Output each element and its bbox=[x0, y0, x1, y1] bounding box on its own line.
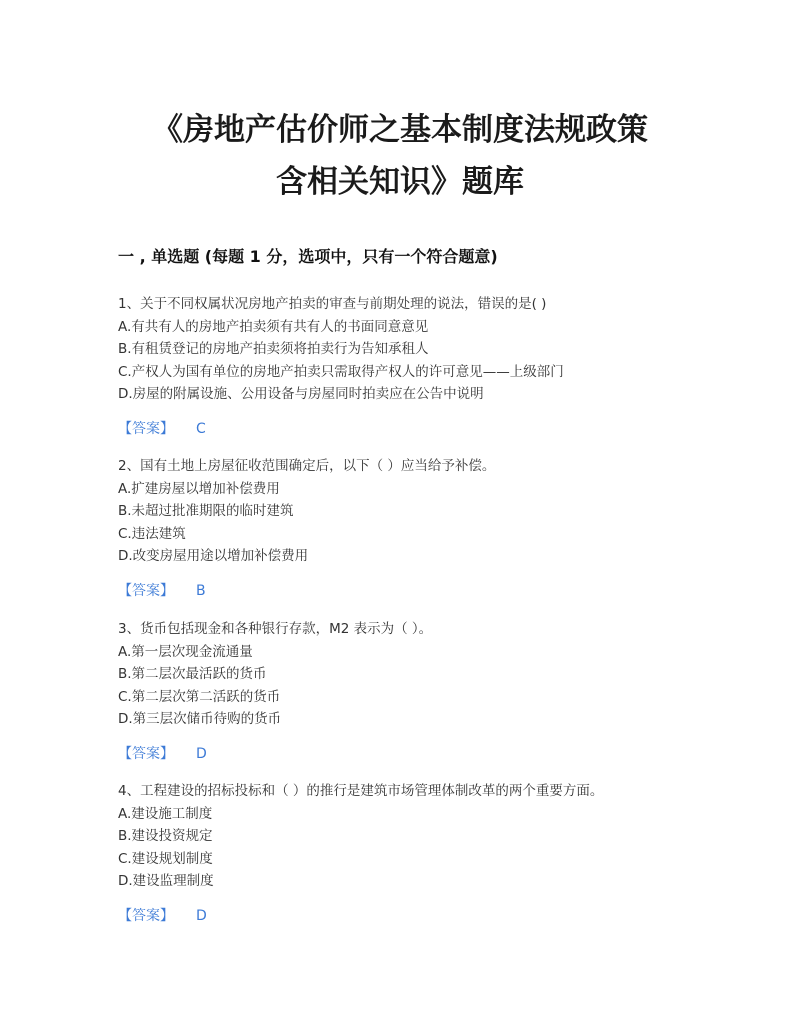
option-b: B.未超过批准期限的临时建筑 bbox=[118, 503, 294, 519]
option-c: C.第二层次第二活跃的货币 bbox=[118, 688, 281, 705]
question-stem: 4、工程建设的招标投标和（ ）的推行是建筑市场管理体制改革的两个重要方面。 bbox=[118, 783, 604, 799]
question-stem: 2、国有土地上房屋征收范围确定后，以下（ ）应当给予补偿。 bbox=[118, 458, 496, 474]
option-d: D.房屋的附属设施、公用设备与房屋同时拍卖应在公告中说明 bbox=[118, 386, 484, 402]
option-c: C.产权人为国有单位的房地产拍卖只需取得产权人的许可意见——上级部门 bbox=[118, 363, 564, 380]
answer-value: C bbox=[196, 420, 206, 437]
option-b: B.有租赁登记的房地产拍卖须将拍卖行为告知承租人 bbox=[118, 341, 429, 357]
option-a: A.有共有人的房地产拍卖须有共有人的书面同意意见 bbox=[118, 318, 429, 335]
option-d: D.改变房屋用途以增加补偿费用 bbox=[118, 548, 309, 564]
answer-line bbox=[118, 418, 718, 440]
option-a: A.建设施工制度 bbox=[118, 805, 213, 822]
question-block bbox=[118, 780, 718, 927]
option-b: B.建设投资规定 bbox=[118, 828, 213, 844]
option-a: A.第一层次现金流通量 bbox=[118, 643, 253, 660]
answer-label: 【答案】 bbox=[118, 420, 174, 437]
answer-line bbox=[118, 580, 718, 602]
option-b: B.第二层次最活跃的货币 bbox=[118, 666, 267, 682]
question-block bbox=[118, 455, 718, 602]
answer-value: B bbox=[196, 582, 206, 599]
question-stem: 3、货币包括现金和各种银行存款，M2 表示为（ ）。 bbox=[118, 621, 433, 637]
question-stem: 1、关于不同权属状况房地产拍卖的审查与前期处理的说法，错误的是( ) bbox=[118, 296, 547, 312]
option-d: D.建设监理制度 bbox=[118, 873, 214, 889]
answer-label: 【答案】 bbox=[118, 907, 174, 924]
option-a: A.扩建房屋以增加补偿费用 bbox=[118, 480, 280, 497]
answer-value: D bbox=[196, 907, 207, 924]
document-title-line-1: 《房地产估价师之基本制度法规政策 bbox=[152, 112, 648, 148]
answer-label: 【答案】 bbox=[118, 745, 174, 762]
answer-line bbox=[118, 905, 718, 927]
option-c: C.建设规划制度 bbox=[118, 850, 213, 867]
document-title-line-2: 含相关知识》题库 bbox=[276, 164, 524, 200]
section-heading: 一 , 单选题 (每题 1 分，选项中，只有一个符合题意) bbox=[118, 247, 498, 266]
question-block bbox=[118, 618, 718, 765]
answer-line bbox=[118, 743, 718, 765]
answer-label: 【答案】 bbox=[118, 582, 174, 599]
option-c: C.违法建筑 bbox=[118, 525, 186, 542]
question-block bbox=[118, 293, 718, 440]
answer-value: D bbox=[196, 745, 207, 762]
option-d: D.第三层次储币待购的货币 bbox=[118, 711, 282, 727]
